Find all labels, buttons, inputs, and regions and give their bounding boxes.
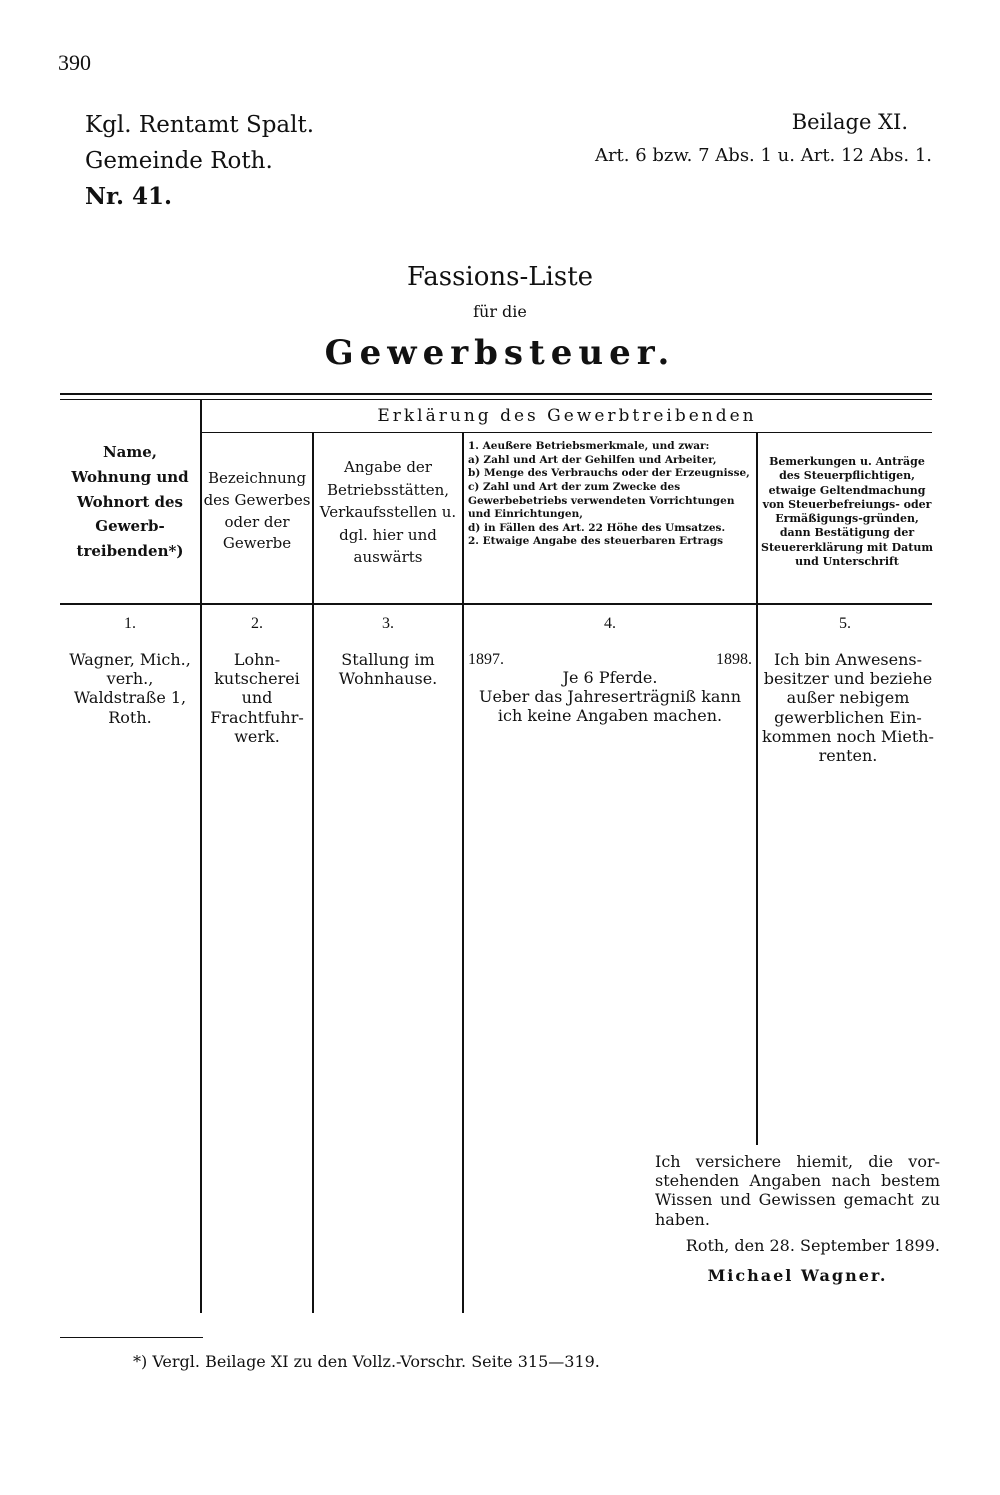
col3-header: Angabe der Betriebsstätten, Verkaufsstellen u. dgl. hier und auswärts xyxy=(319,458,457,566)
row-year-left: 1897. xyxy=(468,651,504,668)
col4-header-line: c) Zahl und Art der zum Zwecke des Gewerbebetriebs verwendeten Vorrichtungen und Einrichtungen, xyxy=(468,480,735,521)
footnote-rule xyxy=(60,1337,203,1338)
col-divider-4 xyxy=(756,433,758,1145)
row-name: Wagner, Mich., verh., Waldstraße 1, Roth. xyxy=(69,650,191,727)
col2-header: Bezeichnung des Gewerbes oder der Gewerbe xyxy=(203,469,311,553)
article-reference: Art. 6 bzw. 7 Abs. 1 u. Art. 12 Abs. 1. xyxy=(594,145,932,166)
col5-header: Bemerkungen u. Anträge des Steuerpflichtigen, etwaige Geltendmachung von Steuerbefreiungs- oder Ermäßigungs-gründen, dann Bestätigung der Steuererklärung mit Datum und Unterschrift xyxy=(761,455,933,569)
row-year-right: 1898. xyxy=(716,651,752,668)
header-bottom-rule xyxy=(60,603,932,605)
column-number: 2. xyxy=(251,615,263,632)
col4-header-line: 2. Etwaige Angabe des steuerbaren Ertrags xyxy=(468,535,724,548)
office-line: Kgl. Rentamt Spalt. xyxy=(85,112,315,138)
table-top-rule-inner xyxy=(60,399,932,400)
row-horses: Je 6 Pferde. xyxy=(562,668,658,687)
col4-header-line: d) in Fällen des Art. 22 Höhe des Umsatzes. xyxy=(468,521,726,534)
column-number: 3. xyxy=(382,615,394,632)
col4-header-line: 1. Aeußere Betriebsmerkmale, und zwar: xyxy=(468,440,710,452)
column-number: 4. xyxy=(604,615,616,632)
column-number: 5. xyxy=(839,615,851,632)
row-trade: Lohn-kutscherei und Frachtfuhr-werk. xyxy=(210,650,304,746)
document-subtitle: für die xyxy=(473,302,527,321)
group-header-rule xyxy=(200,432,932,433)
col-divider-2 xyxy=(312,433,314,1313)
col4-header-line: b) Menge des Verbrauchs oder der Erzeugnisse, xyxy=(468,467,750,480)
declaration-text: Ich versichere hiemit, die vor-stehenden Angaben nach bestem Wissen und Gewissen gemacht zu haben. xyxy=(655,1152,940,1229)
row-premises: Stallung im Wohnhause. xyxy=(338,650,438,689)
signature: Michael Wagner. xyxy=(707,1266,888,1285)
document-number: Nr. 41. xyxy=(85,183,173,210)
municipality-line: Gemeinde Roth. xyxy=(85,148,273,174)
page-number: 390 xyxy=(58,50,91,75)
row-remarks: Ich bin Anwesens-besitzer und beziehe außer nebigem gewerblichen Ein-kommen noch Mieth-renten. xyxy=(762,650,934,765)
annex-label: Beilage XI. xyxy=(791,110,908,134)
document-title: Fassions-Liste xyxy=(406,262,594,292)
row-income-note: Ueber das Jahreserträgniß kann ich keine Angaben machen. xyxy=(478,687,742,726)
col1-header: Name, Wohnung und Wohnort des Gewerb-treibenden*) xyxy=(71,443,189,560)
column-number: 1. xyxy=(124,615,136,632)
group-header: Erklärung des Gewerbtreibenden xyxy=(377,406,757,426)
col-divider-3 xyxy=(462,433,464,1313)
document-heading: Gewerbsteuer. xyxy=(324,333,676,373)
footnote: *) Vergl. Beilage XI zu den Vollz.-Vorschr. Seite 315—319. xyxy=(133,1352,600,1371)
table-top-rule xyxy=(60,393,932,395)
col4-header-line: a) Zahl und Art der Gehilfen und Arbeiter, xyxy=(468,453,717,466)
col-divider-1 xyxy=(200,400,202,1313)
col4-header xyxy=(468,440,752,549)
place-date: Roth, den 28. September 1899. xyxy=(685,1236,940,1255)
